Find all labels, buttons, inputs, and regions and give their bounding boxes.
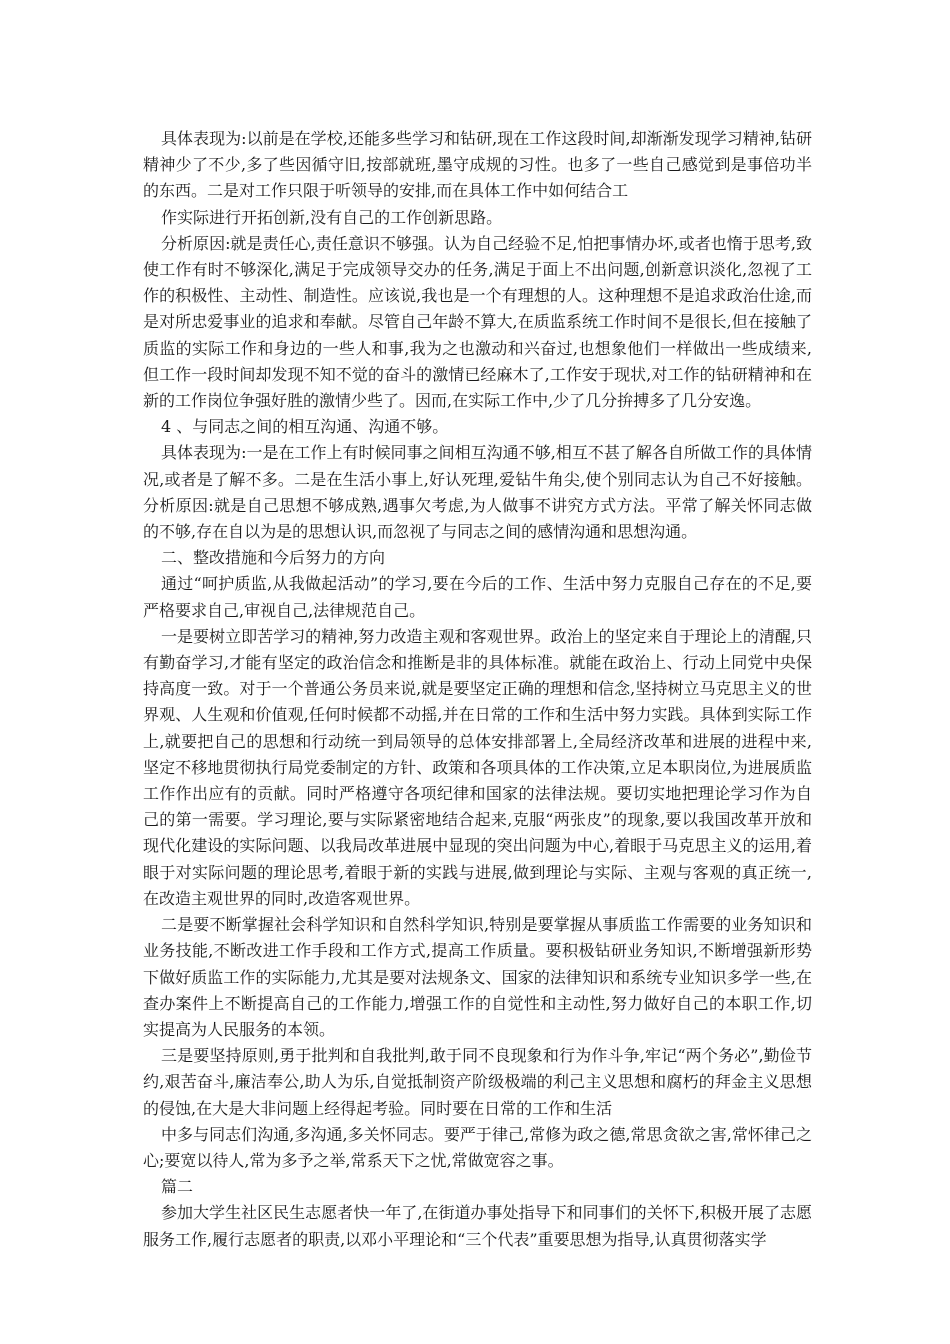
paragraph-13: 参加大学生社区民生志愿者快一年了,在街道办事处指导下和同事们的关怀下,积极开展了志愿服务工作,履行志愿者的职责,以邓小平理论和“三个代表”重要思想为指导,认真贯彻落实学 xyxy=(143,1203,812,1249)
section-heading-rectification: 二、整改措施和今后努力的方向 xyxy=(161,548,386,568)
paragraph-7: 通过“呵护质监,从我做起活动”的学习,要在今后的工作、生活中努力克服自己存在的不足,要严格要求自己,审视自己,法律规范自己。 xyxy=(143,574,812,620)
paragraph-10: 三是要坚持原则,勇于批判和自我批判,敢于同不良现象和行为作斗争,牢记“两个务必”,勤俭节约,艰苦奋斗,廉洁奉公,助人为乐,自觉抵制资产阶级极端的利己主义思想和腐朽的拜金主义思想的侵蚀,在大是大非问题上经得起考验。同时要在日常的工作和生活 xyxy=(143,1046,812,1118)
paragraph-11: 中多与同志们沟通,多沟通,多关怀同志。要严于律己,常修为政之德,常思贪欲之害,常怀律己之心;要宽以待人,常为多予之举,常系天下之忧,常做宽容之事。 xyxy=(143,1124,812,1170)
paragraph-5: 具体表现为:一是在工作上有时候同事之间相互沟通不够,相互不甚了解各自所做工作的具体情况,或者是了解不多。二是在生活小事上,好认死理,爱钻牛角尖,使个别同志认为自己不好接触。分析原因:就是自己思想不够成熟,遇事欠考虑,为人做事不讲究方式方法。平常了解关怀同志做的不够,存在自以为是的思想认识,而忽视了与同志之间的感情沟通和思想沟通。 xyxy=(143,443,812,542)
paragraph-1: 具体表现为:以前是在学校,还能多些学习和钻研,现在工作这段时间,却渐渐发现学习精神,钻研精神少了不少,多了些因循守旧,按部就班,墨守成规的习性。也多了一些自己感觉到是事倍功半的东西。二是对工作只限于听领导的安排,而在具体工作中如何结合工 xyxy=(143,129,812,201)
paragraph-8: 一是要树立即苦学习的精神,努力改造主观和客观世界。政治上的坚定来自于理论上的清醒,只有勤奋学习,才能有坚定的政治信念和推断是非的具体标准。就能在政治上、行动上同党中央保持高度一致。对于一个普通公务员来说,就是要坚定正确的理想和信念,坚持树立马克思主义的世界观、人生观和价值观,任何时候都不动摇,并在日常的工作和生活中努力实践。具体到实际工作上,就要把自己的思想和行动统一到局领导的总体安排部署上,全局经济改革和进展的进程中来,坚定不移地贯彻执行局党委制定的方针、政策和各项具体的工作决策,立足本职岗位,为进展质监工作作出应有的贡献。同时严格遵守各项纪律和国家的法律法规。要切实地把理论学习作为自己的第一需要。学习理论,要与实际紧密地结合起来,克服“两张皮”的现象,要以我国改革开放和现代化建设的实际问题、以我局改革进展中显现的突出问题为中心,着眼于马克思主义的运用,着眼于对实际问题的理论思考,着眼于新的实践与进展,做到理论与实际、主观与客观的真正统一,在改造主观世界的同时,改造客观世界。 xyxy=(143,626,812,908)
section-heading-part-two: 篇二 xyxy=(161,1177,194,1197)
paragraph-3: 分析原因:就是责任心,责任意识不够强。认为自己经验不足,怕把事情办坏,或者也惰于思考,致使工作有时不够深化,满足于完成领导交办的任务,满足于面上不出问题,创新意识淡化,忽视了工作的积极性、主动性、制造性。应该说,我也是一个有理想的人。这种理想不是追求政治仕途,而是对所忠爱事业的追求和奉献。尽管自己年龄不算大,在质监系统工作时间不是很长,但在接触了质监的实际工作和身边的一些人和事,我为之也激动和兴奋过,也想象他们一样做出一些成绩来,但工作一段时间却发现不知不觉的奋斗的激情已经麻木了,工作安于现状,对工作的钻研精神和在新的工作岗位争强好胜的激情少些了。因而,在实际工作中,少了几分拚搏多了几分安逸。 xyxy=(143,233,812,411)
paragraph-2: 作实际进行开拓创新,没有自己的工作创新思路。 xyxy=(161,207,503,227)
paragraph-9: 二是要不断掌握社会科学知识和自然科学知识,特别是要掌握从事质监工作需要的业务知识和业务技能,不断改进工作手段和工作方式,提高工作质量。要积极钻研业务知识,不断增强新形势下做好质监工作的实际能力,尤其是要对法规条文、国家的法律知识和系统专业知识多学一些,在查办案件上不断提高自己的工作能力,增强工作的自觉性和主动性,努力做好自己的本职工作,切实提高为人民服务的本领。 xyxy=(143,915,812,1039)
paragraph-4-heading: 4 、与同志之间的相互沟通、沟通不够。 xyxy=(161,417,449,437)
